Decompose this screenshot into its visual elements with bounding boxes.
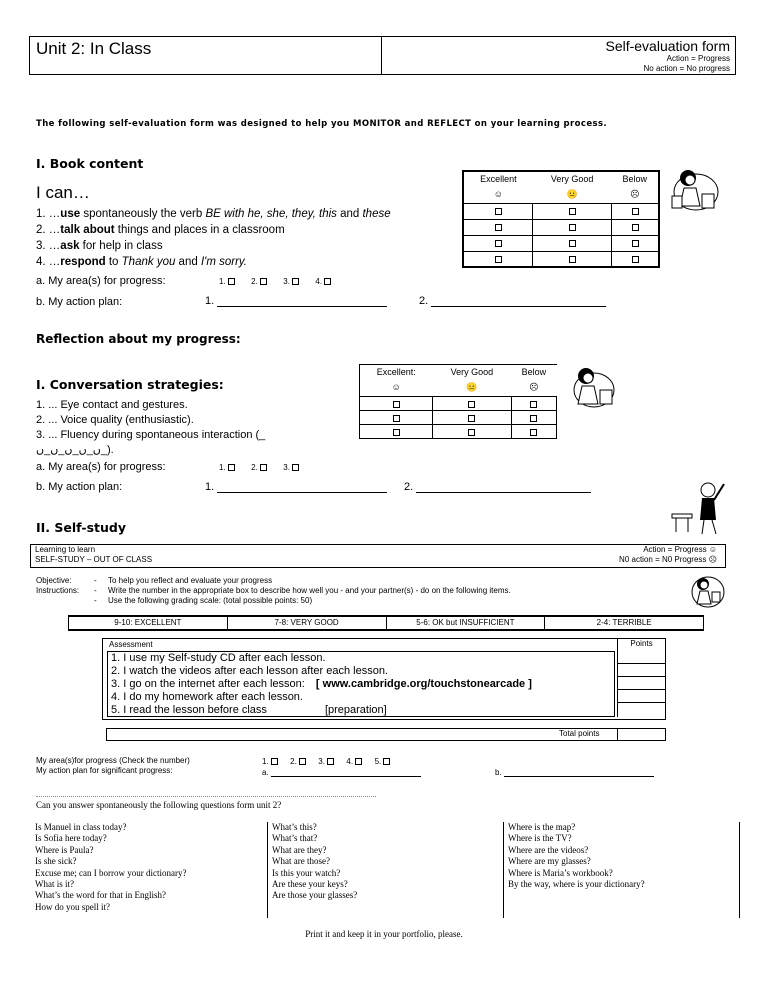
smile-icon: ☺ [493,188,503,199]
assessment-item: 3. I go on the internet after each lesson: [ www.cambridge.org/touchstonearcade ] [111,678,532,690]
area-checkbox[interactable] [228,464,235,471]
student-cartoon-icon [568,364,618,412]
book-areas-label: a. My area(s) for progress: [36,275,166,287]
total-points-input[interactable] [617,729,666,740]
area-checkbox[interactable] [260,278,267,285]
checkbox[interactable] [468,415,475,422]
book-item: 4. …respond to Thank you and I'm sorry. [36,256,247,268]
questions-heading: Can you answer spontaneously the following questions form unit 2? [36,800,282,810]
area-checkbox[interactable] [271,758,278,765]
conv-items [36,398,265,458]
questions-col-2: What’s this? What’s that? What are they? What are those? Is this your watch? Are these your keys? Are those your glasses? [267,822,503,918]
conv-heading: I. Conversation strategies: [36,377,224,392]
checkbox[interactable] [468,429,475,436]
header-box [29,36,736,75]
checkbox[interactable] [393,415,400,422]
frown-icon: ☹ [708,555,717,564]
area-checkbox[interactable] [228,278,235,285]
ican-title: I can… [36,183,90,202]
checkbox[interactable] [468,401,475,408]
checkbox[interactable] [569,256,576,263]
checkbox[interactable] [495,240,502,247]
book-plan-label: b. My action plan: [36,296,123,308]
plan-line-b[interactable] [504,776,654,777]
book-item: 2. …talk about things and places in a classroom [36,224,285,236]
rating-verygood-label: Very Good [550,173,594,184]
plan-line-1[interactable] [217,306,387,307]
total-row [106,728,666,741]
frown-icon: ☹ [529,382,539,393]
teacher-cartoon-icon [668,478,728,536]
grading-scale [68,615,704,631]
smile-icon: ☺ [360,379,433,397]
points-column [617,651,665,717]
conv-rating-table [359,364,557,439]
neutral-face-icon: 😐 [566,188,578,199]
legend-no-action: No action = No progress [643,64,730,73]
checkbox[interactable] [632,224,639,231]
rating-excellent-label: Excellent [480,173,517,184]
plan-line-2[interactable] [431,306,606,307]
footer-note: Print it and keep it in your portfolio, please. [305,929,463,939]
selfstudy-box [30,544,726,568]
checkbox[interactable] [393,401,400,408]
conv-areas-label: a. My area(s) for progress: [36,461,166,473]
intro-text: The following self-evaluation form was designed to help you MONITOR and REFLECT on your learning process. [36,119,608,129]
rating-below-label: Below [511,365,556,379]
area-checkbox[interactable] [324,278,331,285]
selfstudy-box-right: Action = Progress ☺ N0 action = N0 Progress ☹ [619,545,717,564]
conv-item: 2. ... Voice quality (enthusiastic). [36,414,194,426]
selfstudy-box-left: Learning to learn SELF-STUDY – OUT OF CLASS [35,545,153,564]
selfstudy-plan-a: a. [262,768,421,777]
selfstudy-heading: II. Self-study [36,520,126,535]
book-items [36,206,391,270]
book-plan-2: 2. [419,295,606,307]
book-areas: 1. 2. 3. 4. [219,277,331,286]
book-item: 1. …use spontaneously the verb BE with he, she, they, this and these [36,208,391,220]
assessment-item: 4. I do my homework after each lesson. [111,691,303,703]
plan-line-2[interactable] [416,492,591,493]
checkbox[interactable] [530,401,537,408]
book-plan-1: 1. [205,295,387,307]
smile-icon: ☺ [708,545,717,554]
checkbox[interactable] [495,224,502,231]
assessment-items [107,651,615,717]
scale-ok: 5-6: OK but INSUFFICIENT [387,617,546,629]
scale-very-good: 7-8: VERY GOOD [228,617,387,629]
questions-col-1: Is Manuel in class today? Is Sofia here today? Where is Paula? Is she sick? Excuse me; can I borrow your dictionary? What is it? What’s the word for that in English? How do you spell it? [35,822,187,912]
points-input[interactable] [618,664,665,677]
book-rating-table [462,170,660,268]
form-legend [382,37,735,74]
selfstudy-areas-label: My area(s)for progress (Check the number) My action plan for significant progress: [36,756,190,775]
rating-verygood-label: Very Good [433,365,512,379]
area-checkbox[interactable] [292,464,299,471]
checkbox[interactable] [632,240,639,247]
total-label: Total points [559,729,600,738]
conv-plan-2: 2. [404,481,591,493]
cambridge-link[interactable]: [ www.cambridge.org/touchstonearcade ] [315,678,532,690]
unit-title: Unit 2: In Class [30,37,382,74]
book-heading: I. Book content [36,156,144,171]
rating-below-label: Below [622,173,648,184]
conv-plan-label: b. My action plan: [36,481,123,493]
frown-icon: ☹ [630,188,640,199]
checkbox[interactable] [393,429,400,436]
area-checkbox[interactable] [327,758,334,765]
conv-item: 3. ... Fluency during spontaneous interaction (_ [36,429,266,441]
neutral-face-icon: 😐 [466,382,478,393]
scale-excellent: 9-10: EXCELLENT [69,617,228,629]
objective-block: Objective: - To help you reflect and evaluate your progress Instructions: - Write the number in the appropriate box to describe how well you - and your partner(s) - do on the following items. - Use the following grading scale: (total possible points: 50) [36,576,511,605]
student-cartoon-icon [666,166,722,216]
checkbox[interactable] [569,208,576,215]
form-title: Self-evaluation form [605,38,730,54]
checkbox[interactable] [495,208,502,215]
plan-line-a[interactable] [271,776,421,777]
points-input[interactable] [618,677,665,690]
assessment-item: 1. I use my Self-study CD after each lesson. [111,652,326,664]
reflection-heading: Reflection about my progress: [36,332,241,346]
questions-col-3: Where is the map? Where is the TV? Where are the videos? Where are my glasses? Where is Maria’s workbook? By the way, where is your dictionary? [503,822,740,918]
checkbox[interactable] [495,256,502,263]
area-checkbox[interactable] [260,464,267,471]
checkbox[interactable] [569,240,576,247]
checkbox[interactable] [530,415,537,422]
area-checkbox[interactable] [292,278,299,285]
conv-item: 1. ... Eye contact and gestures. [36,399,188,411]
area-checkbox[interactable] [383,758,390,765]
legend-action: Action = Progress [666,54,730,63]
area-checkbox[interactable] [299,758,306,765]
points-label: Points [617,639,665,651]
assessment-item: 2. I watch the videos after each lesson after each lesson. [111,665,388,677]
scale-terrible: 2-4: TERRIBLE [596,618,652,627]
assessment-label: Assessment [109,640,153,649]
conv-plan-1: 1. [205,481,387,493]
rating-excellent-label: Excellent: [360,365,433,379]
points-input[interactable] [618,690,665,703]
checkbox[interactable] [632,208,639,215]
divider [36,796,376,797]
plan-line-1[interactable] [217,492,387,493]
conv-item: ں_ں_ں_ں_ں_). [36,444,114,456]
area-checkbox[interactable] [355,758,362,765]
checkbox[interactable] [569,224,576,231]
student-cartoon-icon [690,574,726,610]
conv-areas: 1. 2. 3. [219,463,299,472]
points-input[interactable] [618,703,665,716]
book-item: 3. …ask for help in class [36,240,163,252]
assessment-item: 5. I read the lesson before class [preparation] [111,704,387,716]
checkbox[interactable] [530,429,537,436]
checkbox[interactable] [632,256,639,263]
selfstudy-plan-b: b. [495,768,654,777]
selfstudy-areas: 1. 2. 3. 4. 5. [262,757,390,766]
assessment-table [102,638,666,720]
points-input[interactable] [618,651,665,664]
